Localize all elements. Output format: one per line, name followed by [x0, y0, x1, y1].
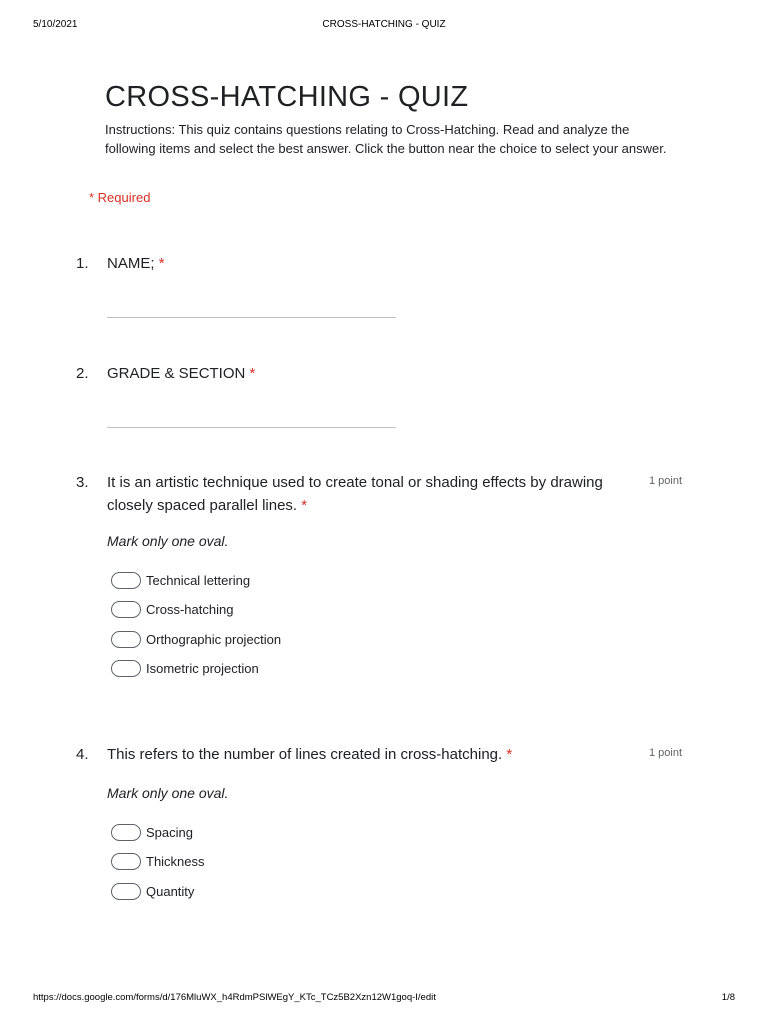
option-label: Quantity — [146, 883, 195, 899]
option-label: Technical lettering — [146, 573, 251, 589]
radio-oval-icon[interactable] — [111, 824, 141, 841]
option-label: Orthographic projection — [146, 631, 282, 647]
option-thickness[interactable] — [111, 847, 205, 876]
question-text — [107, 743, 632, 766]
radio-oval-icon[interactable] — [111, 601, 141, 618]
option-label: Cross-hatching — [146, 602, 234, 618]
options-list — [111, 818, 205, 906]
option-spacing[interactable] — [111, 818, 205, 847]
option-orthographic-projection[interactable] — [111, 625, 281, 654]
question-label: This refers to the number of lines created in cross-hatching. — [107, 746, 503, 763]
options-list — [111, 566, 281, 683]
radio-oval-icon[interactable] — [111, 631, 141, 648]
required-note: * Required — [89, 190, 151, 205]
radio-oval-icon[interactable] — [111, 883, 141, 900]
radio-oval-icon[interactable] — [111, 572, 141, 589]
option-label: Thickness — [146, 854, 205, 870]
option-cross-hatching[interactable] — [111, 595, 281, 624]
form-title: CROSS-HATCHING - QUIZ — [105, 81, 469, 113]
question-text — [107, 252, 632, 275]
question-text — [107, 362, 632, 385]
question-text — [107, 471, 632, 517]
page-number: 1/8 — [721, 992, 735, 1003]
question-label: It is an artistic technique used to create tonal or shading effects by drawing closely spaced parallel lines. — [107, 474, 603, 514]
print-header-title: CROSS-HATCHING - QUIZ — [322, 19, 446, 30]
grade-section-answer-field[interactable] — [107, 427, 396, 428]
option-label: Spacing — [146, 825, 193, 841]
radio-oval-icon[interactable] — [111, 853, 141, 870]
radio-oval-icon[interactable] — [111, 660, 141, 677]
print-header — [0, 19, 768, 33]
question-hint: Mark only one oval. — [107, 785, 229, 801]
option-technical-lettering[interactable] — [111, 566, 281, 595]
question-number: 2. — [76, 365, 89, 382]
question-number: 1. — [76, 255, 89, 272]
option-label: Isometric projection — [146, 661, 259, 677]
option-isometric-projection[interactable] — [111, 654, 281, 683]
question-number: 3. — [76, 474, 89, 491]
question-hint: Mark only one oval. — [107, 533, 229, 549]
question-label: GRADE & SECTION — [107, 365, 246, 382]
question-points: 1 point — [649, 475, 683, 487]
print-url: https://docs.google.com/forms/d/176MluWX_h4RdmPSlWEgY_KTc_TCz5B2Xzn12W1goq-I/edit — [33, 992, 436, 1003]
print-date: 5/10/2021 — [33, 19, 78, 30]
print-footer — [0, 992, 768, 1006]
name-answer-field[interactable] — [107, 317, 396, 318]
required-asterisk: * — [506, 746, 513, 763]
question-number: 4. — [76, 746, 89, 763]
form-description: Instructions: This quiz contains questions relating to Cross-Hatching. Read and analyze the following items and select the best answer. Click the button near the choice to select your answer. — [105, 122, 667, 156]
option-quantity[interactable] — [111, 877, 205, 906]
required-asterisk: * — [249, 365, 256, 382]
question-label: NAME; — [107, 255, 155, 272]
required-asterisk: * — [301, 497, 308, 514]
question-points: 1 point — [649, 747, 683, 759]
required-asterisk: * — [158, 255, 165, 272]
